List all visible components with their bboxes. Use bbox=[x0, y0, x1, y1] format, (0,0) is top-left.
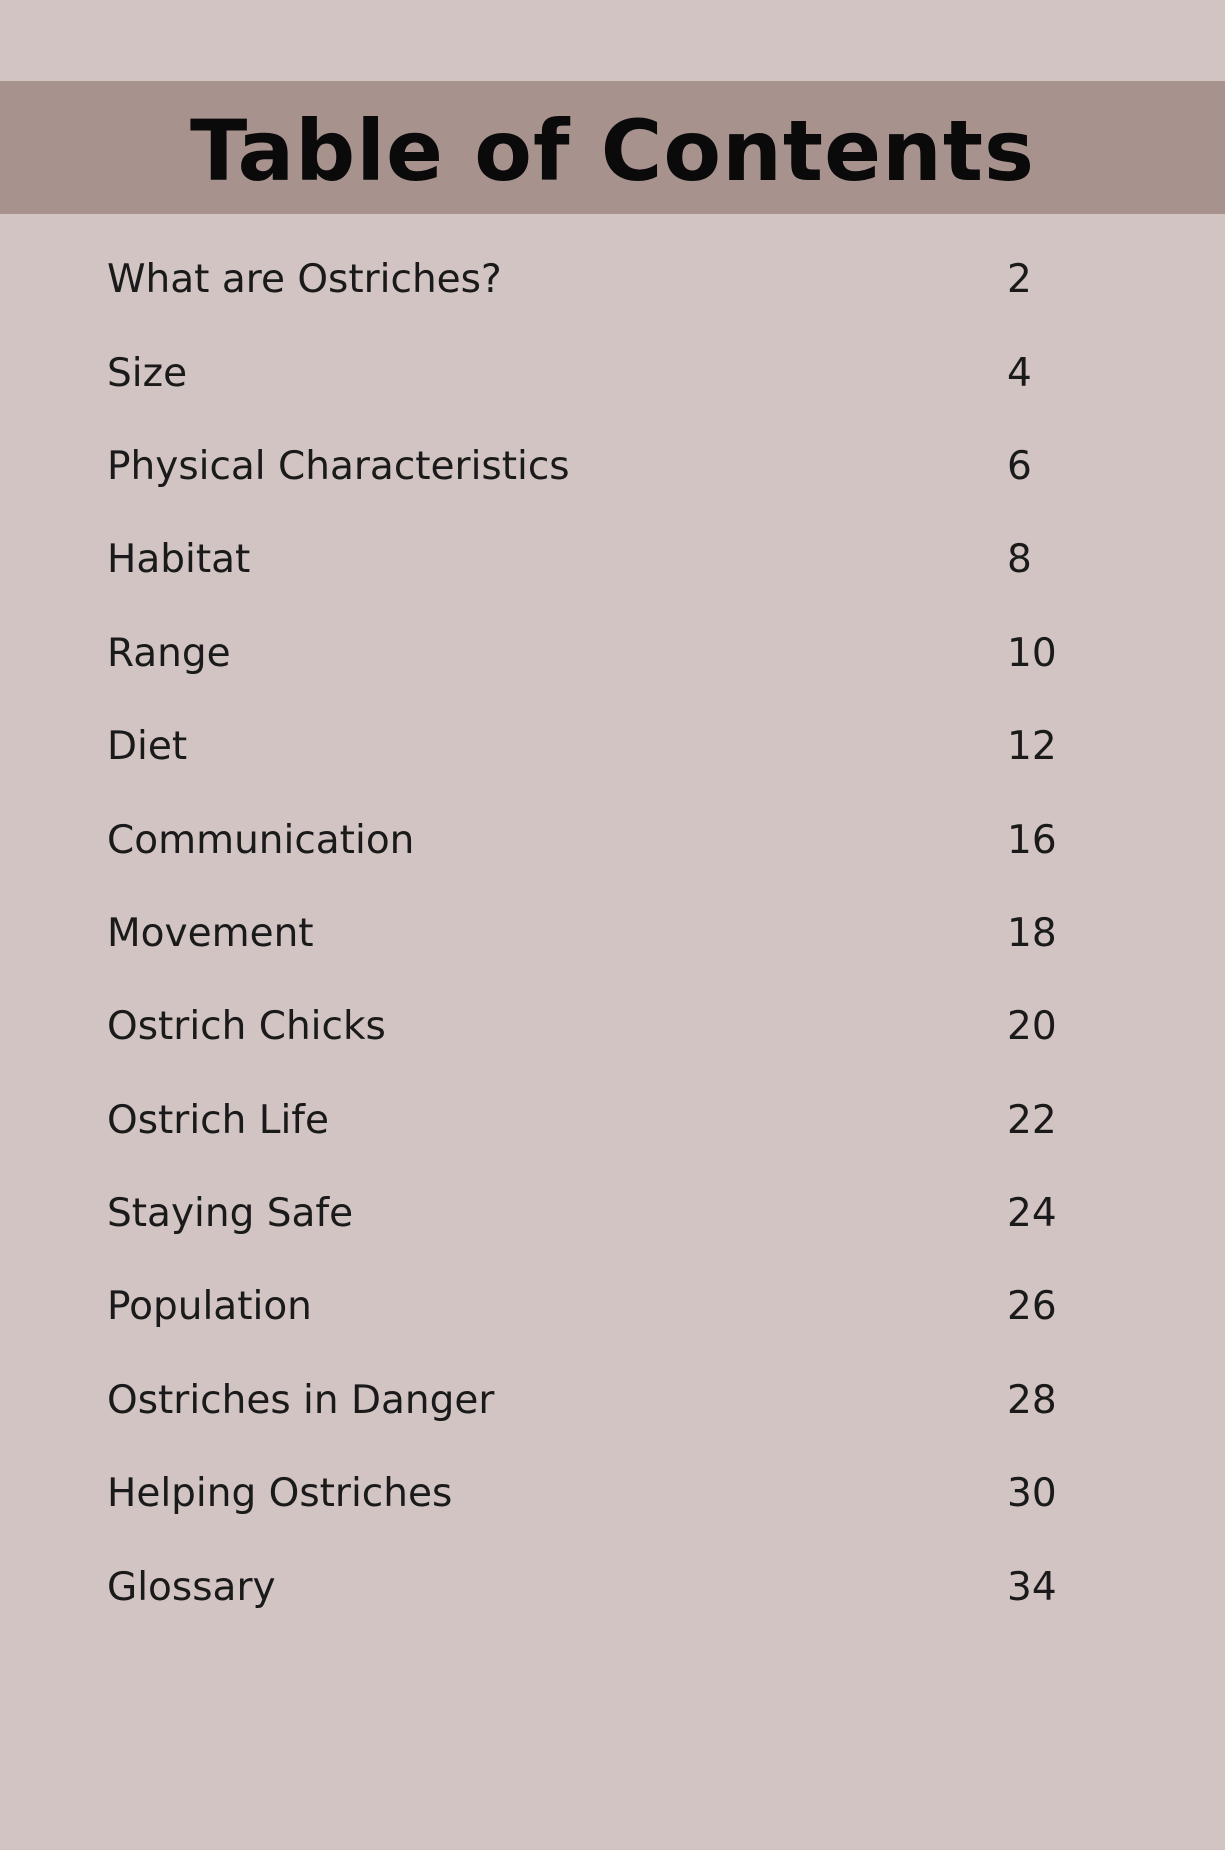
toc-entry[interactable] bbox=[107, 420, 1107, 513]
toc-entry[interactable] bbox=[107, 326, 1107, 419]
title-band bbox=[0, 81, 1225, 214]
toc-entry-page-number: 10 bbox=[1007, 630, 1057, 676]
toc-entry-page-number: 6 bbox=[1007, 443, 1032, 489]
toc-entry[interactable] bbox=[107, 1260, 1107, 1353]
toc-entry-label: Habitat bbox=[107, 537, 251, 583]
toc-entry-page-number: 2 bbox=[1007, 257, 1032, 303]
toc-entry-label: Physical Characteristics bbox=[107, 443, 570, 489]
toc-entry-page-number: 30 bbox=[1007, 1471, 1057, 1517]
toc-entry-label: Helping Ostriches bbox=[107, 1471, 453, 1517]
toc-entry[interactable] bbox=[107, 513, 1107, 606]
toc-entry-label: Glossary bbox=[107, 1564, 276, 1610]
toc-entry-page-number: 22 bbox=[1007, 1097, 1057, 1143]
table-of-contents bbox=[107, 233, 1107, 1634]
toc-entry-page-number: 4 bbox=[1007, 350, 1032, 396]
toc-entry-label: Population bbox=[107, 1284, 312, 1330]
page-title: Table of Contents bbox=[189, 101, 1036, 200]
toc-entry-label: What are Ostriches? bbox=[107, 257, 502, 303]
toc-entry-label: Size bbox=[107, 350, 188, 396]
toc-entry-page-number: 8 bbox=[1007, 537, 1032, 583]
toc-entry[interactable] bbox=[107, 1167, 1107, 1260]
toc-entry-label: Ostrich Chicks bbox=[107, 1004, 386, 1050]
toc-entry-page-number: 18 bbox=[1007, 910, 1057, 956]
toc-entry[interactable] bbox=[107, 700, 1107, 793]
toc-entry-label: Range bbox=[107, 630, 231, 676]
toc-entry-label: Movement bbox=[107, 910, 314, 956]
toc-entry-page-number: 26 bbox=[1007, 1284, 1057, 1330]
toc-entry-page-number: 28 bbox=[1007, 1377, 1057, 1423]
toc-entry[interactable] bbox=[107, 233, 1107, 326]
toc-entry-page-number: 16 bbox=[1007, 817, 1057, 863]
toc-entry-label: Communication bbox=[107, 817, 415, 863]
toc-entry-page-number: 20 bbox=[1007, 1004, 1057, 1050]
toc-entry-label: Staying Safe bbox=[107, 1191, 354, 1237]
toc-entry[interactable] bbox=[107, 1540, 1107, 1633]
toc-entry-page-number: 12 bbox=[1007, 724, 1057, 770]
toc-entry-page-number: 34 bbox=[1007, 1564, 1057, 1610]
toc-entry[interactable] bbox=[107, 1447, 1107, 1540]
toc-entry[interactable] bbox=[107, 607, 1107, 700]
toc-entry-page-number: 24 bbox=[1007, 1191, 1057, 1237]
toc-entry[interactable] bbox=[107, 887, 1107, 980]
toc-entry[interactable] bbox=[107, 1354, 1107, 1447]
toc-entry[interactable] bbox=[107, 1074, 1107, 1167]
toc-entry-label: Ostriches in Danger bbox=[107, 1377, 495, 1423]
toc-entry[interactable] bbox=[107, 980, 1107, 1073]
toc-entry[interactable] bbox=[107, 793, 1107, 886]
toc-entry-label: Ostrich Life bbox=[107, 1097, 330, 1143]
toc-entry-label: Diet bbox=[107, 724, 188, 770]
